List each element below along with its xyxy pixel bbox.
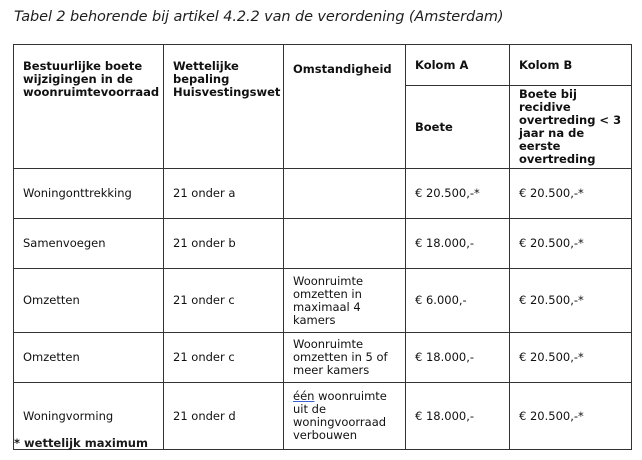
cell-kolom-b: € 20.500,-* xyxy=(510,169,632,219)
cell-bepaling: 21 onder a xyxy=(164,169,284,219)
underlined-word: één xyxy=(293,389,315,403)
cell-kolom-a: € 18.000,- xyxy=(406,333,510,383)
cell-kolom-a: € 6.000,- xyxy=(406,269,510,333)
cell-omstandigheid xyxy=(284,383,406,450)
cell-kolom-a: € 20.500,-* xyxy=(406,169,510,219)
header-omstandigheid: Omstandigheid xyxy=(284,45,406,169)
cell-omstandigheid xyxy=(284,219,406,269)
cell-bepaling: 21 onder d xyxy=(164,383,284,450)
cell-bepaling: 21 onder c xyxy=(164,269,284,333)
table-title: Tabel 2 behorende bij artikel 4.2.2 van de verordening (Amsterdam) xyxy=(14,9,504,25)
table-row xyxy=(14,333,632,383)
cell-kolom-a: € 18.000,- xyxy=(406,219,510,269)
cell-wijziging: Omzetten xyxy=(14,333,164,383)
cell-bepaling: 21 onder b xyxy=(164,219,284,269)
omstandigheid-text: woonruimte uit de woningvoorraad verbouwen xyxy=(293,389,387,442)
cell-kolom-b: € 20.500,-* xyxy=(510,333,632,383)
header-row xyxy=(14,45,632,86)
cell-kolom-b: € 20.500,-* xyxy=(510,219,632,269)
cell-wijziging: Samenvoegen xyxy=(14,219,164,269)
table-row xyxy=(14,169,632,219)
header-kolom-b: Kolom B xyxy=(510,45,632,86)
header-kolom-a: Kolom A xyxy=(406,45,510,86)
cell-bepaling: 21 onder c xyxy=(164,333,284,383)
cell-omstandigheid xyxy=(284,169,406,219)
cell-kolom-b: € 20.500,-* xyxy=(510,383,632,450)
table-row xyxy=(14,219,632,269)
header-wijziging: Bestuurlijke boete wijzigingen in de woonruimtevoorraad xyxy=(14,45,164,169)
footnote: * wettelijk maximum xyxy=(14,436,148,450)
header-bepaling: Wettelijke bepaling Huisvestingswet xyxy=(164,45,284,169)
cell-omstandigheid: Woonruimte omzetten in 5 of meer kamers xyxy=(284,333,406,383)
table-row xyxy=(14,269,632,333)
cell-wijziging: Woningonttrekking xyxy=(14,169,164,219)
cell-kolom-a: € 18.000,- xyxy=(406,383,510,450)
boete-table xyxy=(13,44,632,450)
cell-omstandigheid: Woonruimte omzetten in maximaal 4 kamers xyxy=(284,269,406,333)
header-boete: Boete xyxy=(406,86,510,169)
cell-kolom-b: € 20.500,-* xyxy=(510,269,632,333)
cell-wijziging: Woningvorming xyxy=(14,383,164,450)
cell-wijziging: Omzetten xyxy=(14,269,164,333)
header-recidive: Boete bij recidive overtreding < 3 jaar na de eerste overtreding xyxy=(510,86,632,169)
